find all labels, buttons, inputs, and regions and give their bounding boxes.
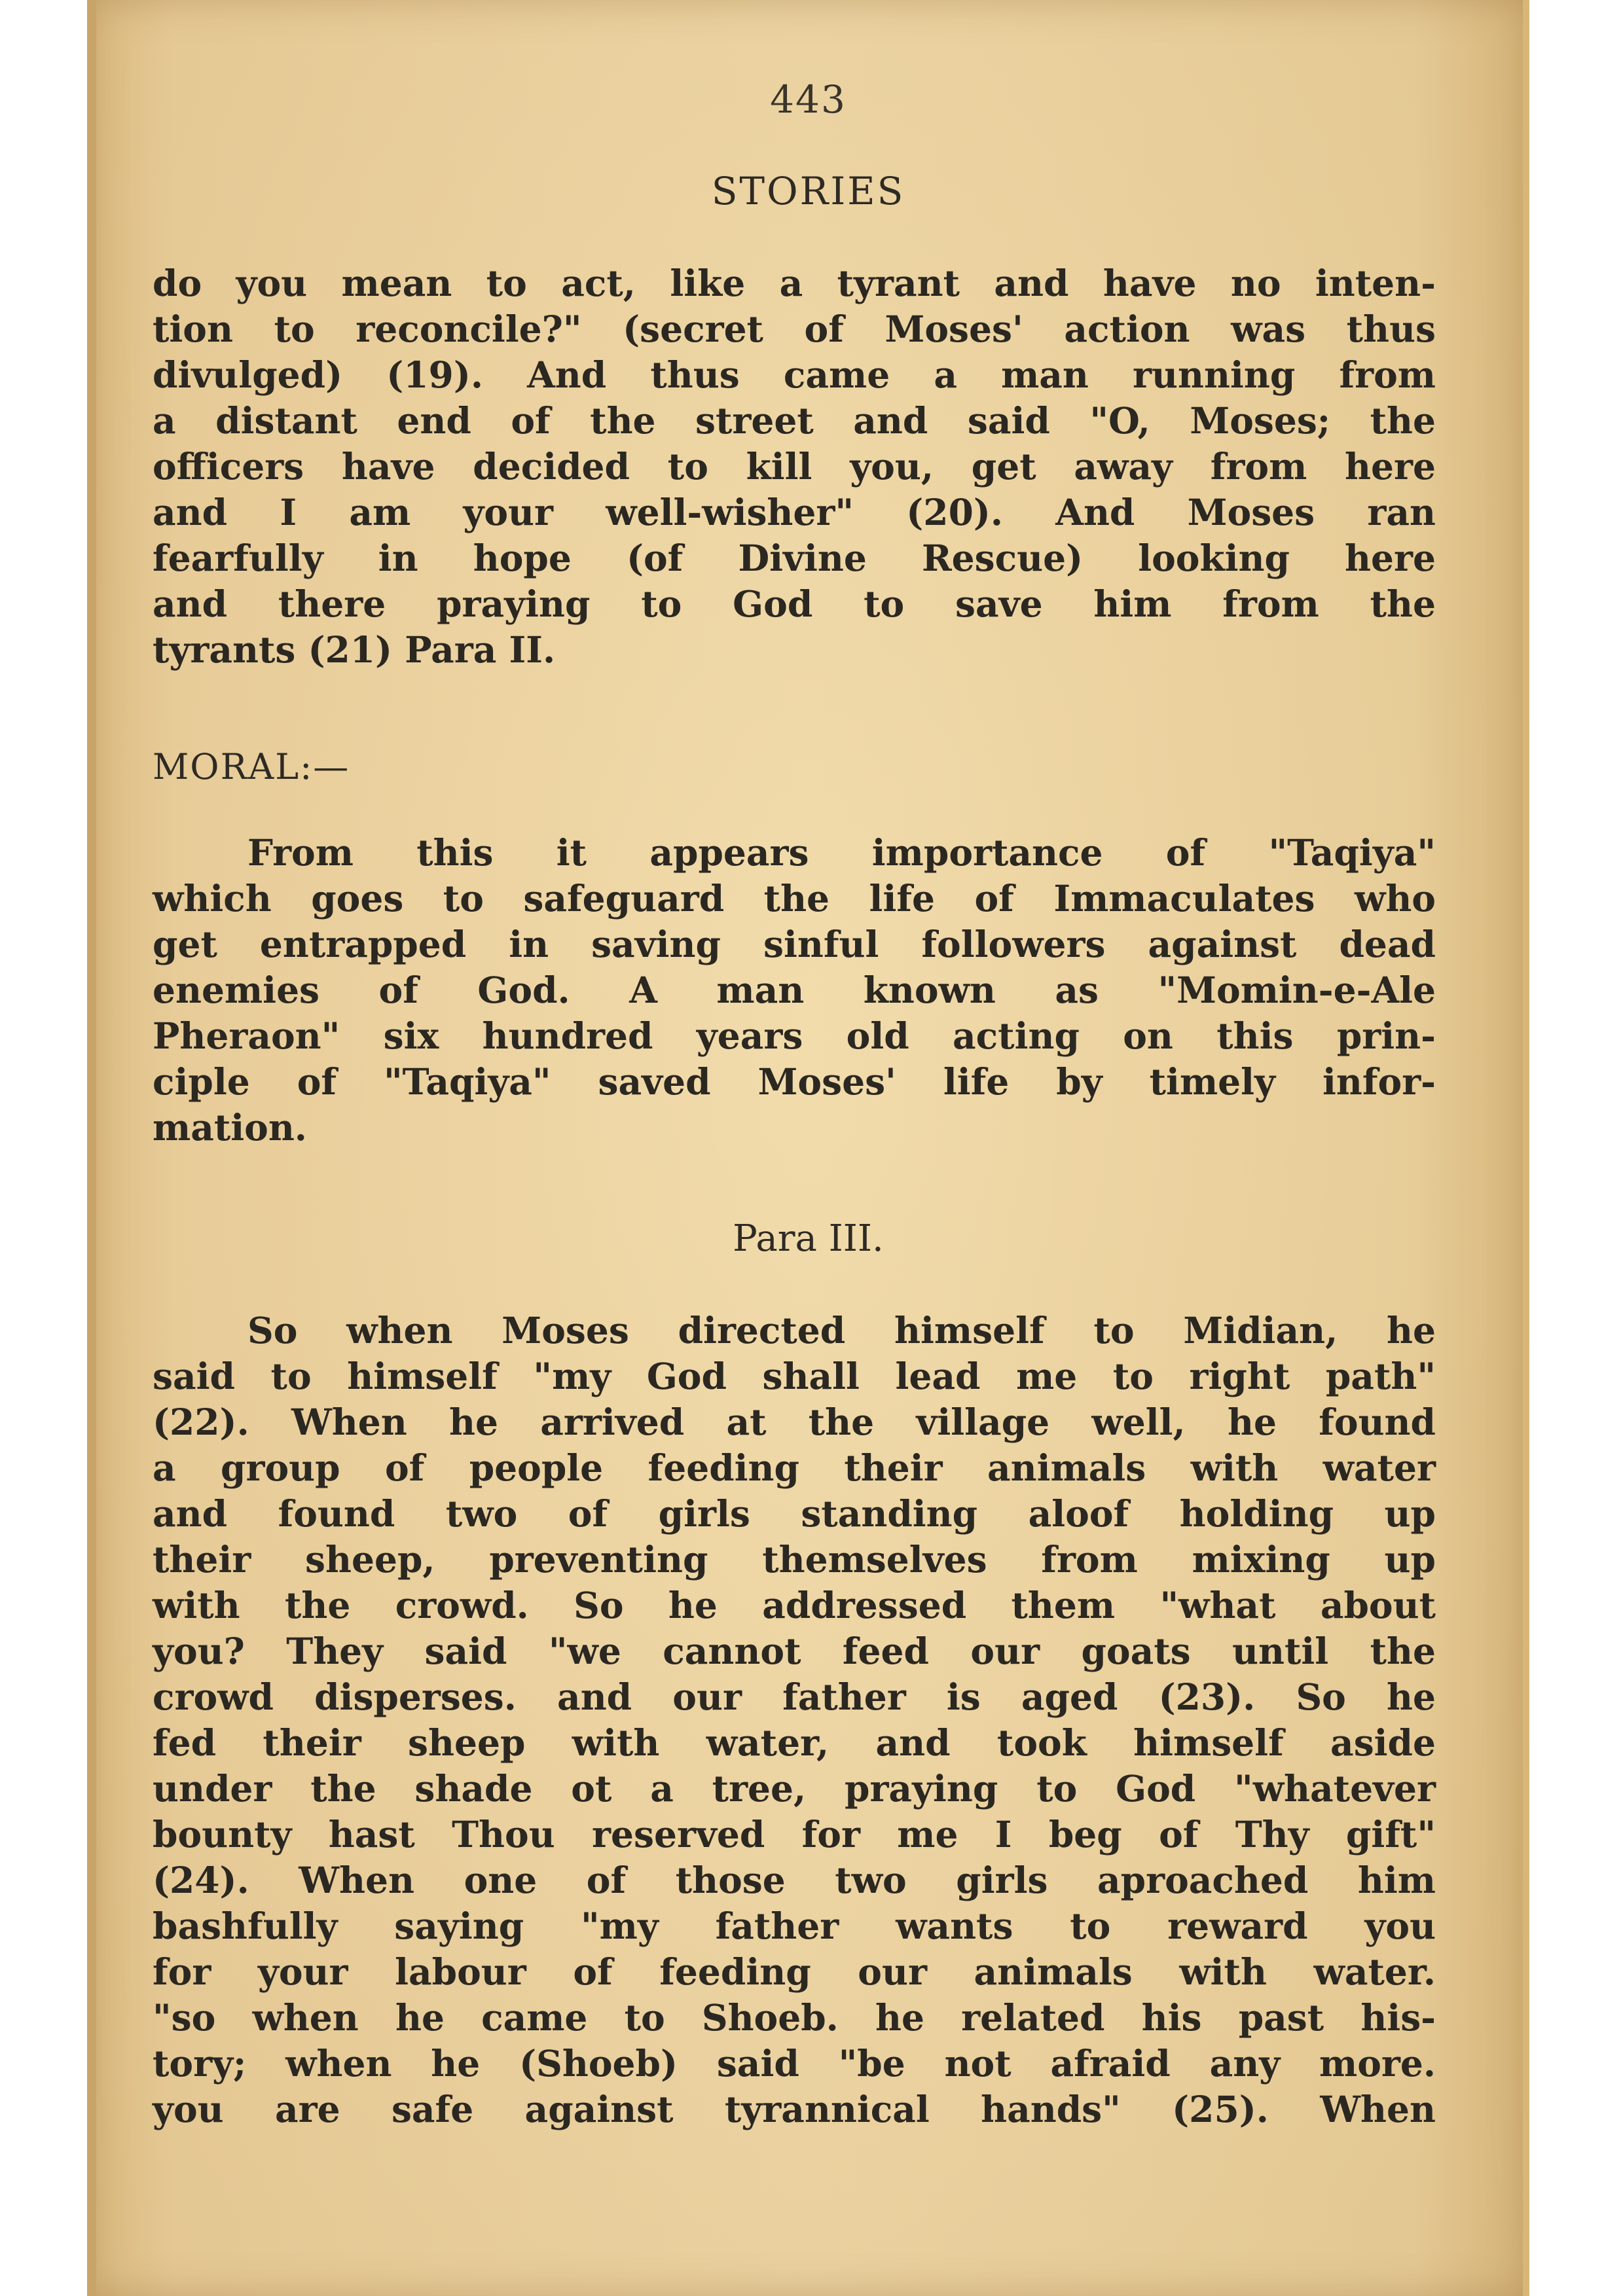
- body-line: "so when he came to Shoeb. he related his past his-: [153, 1996, 1436, 2039]
- body-line: crowd disperses. and our father is aged (23). So he: [153, 1676, 1436, 1718]
- body-line: a group of people feeding their animals with water: [153, 1446, 1436, 1489]
- body-line: fearfully in hope (of Divine Rescue) looking here: [153, 537, 1436, 579]
- body-line: mation.: [153, 1106, 307, 1149]
- page-spine-edge: [87, 0, 96, 2296]
- moral-heading: MORAL:—: [153, 746, 350, 787]
- body-line: said to himself "my God shall lead me to right path": [153, 1355, 1436, 1397]
- body-line: fed their sheep with water, and took himself aside: [153, 1721, 1436, 1764]
- body-line: and there praying to God to save him from the: [153, 583, 1436, 625]
- body-line: ciple of "Taqiya" saved Moses' life by timely infor-: [153, 1060, 1436, 1103]
- body-line: under the shade ot a tree, praying to God "whatever: [153, 1767, 1436, 1810]
- body-line: for your labour of feeding our animals with water.: [153, 1950, 1436, 1993]
- body-line: tyrants (21) Para II.: [153, 628, 556, 671]
- body-line: From this it appears importance of "Taqiya": [247, 831, 1436, 874]
- body-line: with the crowd. So he addressed them "what about: [153, 1584, 1436, 1626]
- body-line: tion to reconcile?" (secret of Moses' action was thus: [153, 308, 1436, 350]
- running-head: STORIES: [711, 169, 905, 213]
- body-line: bounty hast Thou reserved for me I beg of Thy gift": [153, 1813, 1436, 1856]
- body-line: a distant end of the street and said "O, Moses; the: [153, 399, 1436, 442]
- body-line: you? They said "we cannot feed our goats until the: [153, 1630, 1436, 1672]
- page-outer-edge: [1523, 0, 1529, 2296]
- body-line: their sheep, preventing themselves from mixing up: [153, 1538, 1436, 1581]
- body-line: tory; when he (Shoeb) said "be not afraid any more.: [153, 2042, 1436, 2085]
- body-line: So when Moses directed himself to Midian, he: [247, 1309, 1436, 1352]
- page-number: 443: [770, 77, 847, 122]
- section-heading: Para III.: [733, 1217, 884, 1260]
- body-line: and found two of girls standing aloof holding up: [153, 1492, 1436, 1535]
- book-page: [87, 0, 1529, 2296]
- body-line: and I am your well-wisher" (20). And Moses ran: [153, 491, 1436, 533]
- body-line: enemies of God. A man known as "Momin-e-Ale: [153, 969, 1436, 1011]
- body-line: get entrapped in saving sinful followers against dead: [153, 923, 1436, 965]
- body-line: which goes to safeguard the life of Immaculates who: [153, 877, 1436, 920]
- body-line: officers have decided to kill you, get away from here: [153, 445, 1436, 488]
- body-line: do you mean to act, like a tyrant and have no inten-: [153, 262, 1436, 304]
- body-line: divulged) (19). And thus came a man running from: [153, 353, 1436, 396]
- body-line: (22). When he arrived at the village well, he found: [153, 1401, 1436, 1443]
- body-line: bashfully saying "my father wants to reward you: [153, 1905, 1436, 1947]
- body-line: (24). When one of those two girls aproached him: [153, 1859, 1436, 1901]
- body-line: Pheraon" six hundred years old acting on this prin-: [153, 1014, 1436, 1057]
- body-line: you are safe against tyrannical hands" (25). When: [153, 2088, 1436, 2130]
